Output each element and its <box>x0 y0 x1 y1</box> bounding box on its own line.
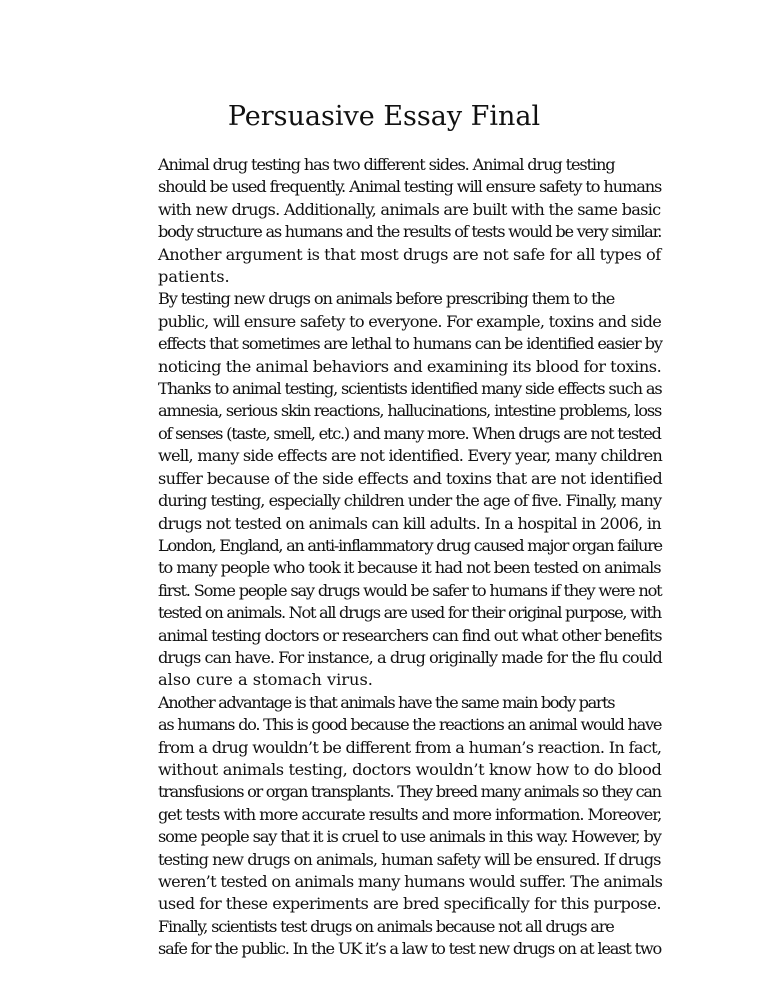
text-line: Finally, scientists test drugs on animals because not all drugs are <box>158 916 614 936</box>
text-line: safe for the public. In the UK it’s a law to test new drugs on at least two <box>158 939 662 959</box>
text-line: animal testing doctors or researchers can find out what other benefits <box>158 625 662 645</box>
text-line: should be used frequently. Animal testing will ensure safety to humans <box>158 177 662 197</box>
text-line: Another advantage is that animals have the same main body parts <box>158 692 615 712</box>
text-line: patients. <box>158 267 230 287</box>
text-line: used for these experiments are bred specifically for this purpose. <box>158 894 662 914</box>
text-line: weren’t tested on animals many humans would suffer. The animals <box>158 872 663 891</box>
essay-paragraph <box>111 288 661 691</box>
text-line: noticing the animal behaviors and examining its blood for toxins. <box>158 356 662 376</box>
text-line: body structure as humans and the results of tests would be very similar. <box>158 222 662 242</box>
essay-body <box>111 154 661 961</box>
text-line: amnesia, serious skin reactions, hallucinations, intestine problems, loss <box>158 401 662 421</box>
text-line: effects that sometimes are lethal to humans can be identified easier by <box>158 334 662 354</box>
text-line: get tests with more accurate results and more information. Moreover, <box>158 804 662 824</box>
text-line: testing new drugs on animals, human safety will be ensured. If drugs <box>158 849 661 869</box>
essay-paragraph <box>111 692 661 916</box>
text-line: with new drugs. Additionally, animals are built with the same basic <box>158 199 661 219</box>
text-line: Thanks to animal testing, scientists identified many side effects such as <box>158 379 662 399</box>
text-line: to many people who took it because it had not been tested on animals <box>158 558 661 578</box>
text-line: first. Some people say drugs would be safer to humans if they were not <box>158 580 662 600</box>
text-line: London, England, an anti-inflammatory drug caused major organ failure <box>158 535 662 555</box>
text-line: also cure a stomach virus. <box>158 670 373 690</box>
essay-paragraph <box>111 916 661 961</box>
text-line: transfusions or organ transplants. They breed many animals so they can <box>158 782 661 802</box>
text-line: Animal drug testing has two different sides. Animal drug testing <box>158 155 615 174</box>
text-line: well, many side effects are not identified. Every year, many children <box>158 446 662 466</box>
document-title: Persuasive Essay Final <box>227 101 541 132</box>
text-line: without animals testing, doctors wouldn’t know how to do blood <box>158 759 662 779</box>
text-line: during testing, especially children under the age of five. Finally, many <box>158 491 662 511</box>
text-line: of senses (taste, smell, etc.) and many more. When drugs are not tested <box>158 423 661 443</box>
text-line: drugs not tested on animals can kill adults. In a hospital in 2006, in <box>158 513 661 533</box>
text-line: as humans do. This is good because the reactions an animal would have <box>158 715 662 735</box>
text-line: public, will ensure safety to everyone. For example, toxins and side <box>158 311 662 331</box>
text-line: suffer because of the side effects and toxins that are not identified <box>158 468 663 488</box>
text-line: Another argument is that most drugs are not safe for all types of <box>158 244 661 264</box>
essay-paragraph <box>111 154 661 288</box>
text-line: By testing new drugs on animals before prescribing them to the <box>158 289 615 309</box>
text-line: some people say that it is cruel to use animals in this way. However, by <box>158 827 661 847</box>
text-line: drugs can have. For instance, a drug originally made for the flu could <box>158 647 662 667</box>
text-line: from a drug wouldn’t be different from a human’s reaction. In fact, <box>158 737 662 757</box>
text-line: tested on animals. Not all drugs are used for their original purpose, with <box>158 603 661 623</box>
